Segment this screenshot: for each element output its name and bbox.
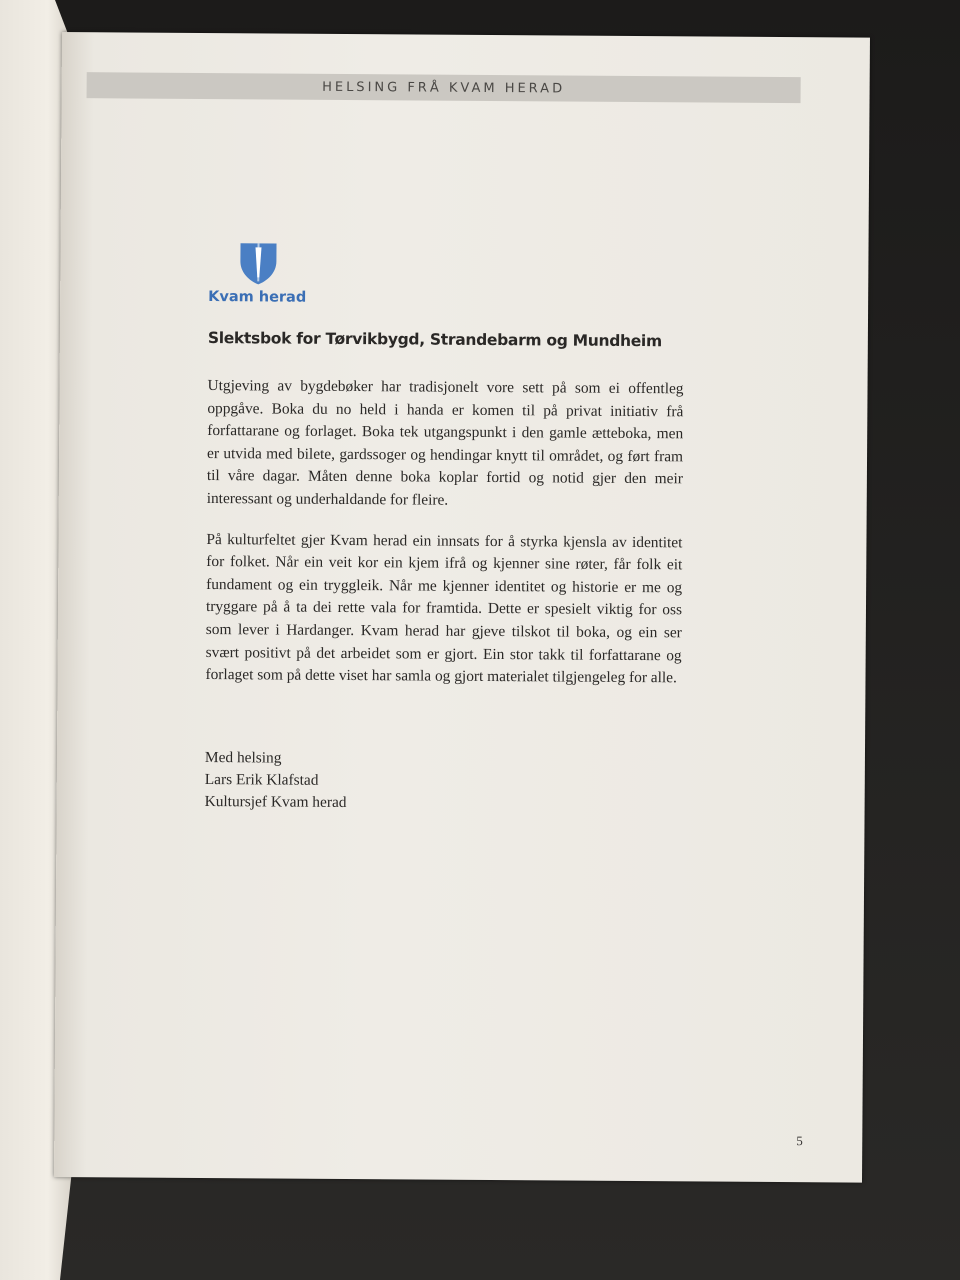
signature-role: Kultursjef Kvam herad [204, 793, 347, 812]
paragraph: Utgjeving av bygdebøker har tradisjonelt vore sett på som ei offentleg oppgåve. Boka du no held i handa er komen til på privat initiativ frå forfattarane og forlaget. Boka tek utgangspunkt i den gamle ætteboka, men er utvida med bilete, gardssoger og hendingar knytt til området, og ført fram til våre dagar. Måten denne boka koplar fortid og notid gjer den meir interessant og underhaldande for fleire. [206, 377, 684, 509]
article-body [205, 375, 683, 708]
signature-greeting: Med helsing [204, 749, 282, 767]
running-header [87, 72, 801, 103]
article-title: Slektsbok for Tørvikbygd, Strandebarm og Mundheim [207, 329, 662, 351]
paragraph: På kulturfeltet gjer Kvam herad ein innsats for å styrka kjensla av identitet for folket. Når ein veit kor ein kjem ifrå og kjenner sine røter, får folk eit fundament og ein tryggleik. Når me kjenner identitet og historie er me og tryggare på å ta dei rette vala for framtida. Dette er spesielt viktig for oss som lever i Hardanger. Kvam herad har gjeve tilskot til boka, og ein ser svært positivt på det arbeidet som er gjort. Ein stor takk til forfattarane og forlaget som på dette viset har samla og gjort materialet tilgjengeleg for alle. [205, 530, 683, 687]
signature-name: Lars Erik Klafstad [204, 771, 319, 789]
page-number: 5 [796, 1133, 803, 1149]
book-page [54, 32, 870, 1183]
signature-block [205, 747, 505, 815]
logo-wordmark: Kvam herad [208, 289, 307, 306]
running-header-title: HELSING FRÅ KVAM HERAD [322, 79, 566, 97]
shield-icon [238, 241, 278, 285]
kvam-herad-logo [208, 241, 329, 322]
